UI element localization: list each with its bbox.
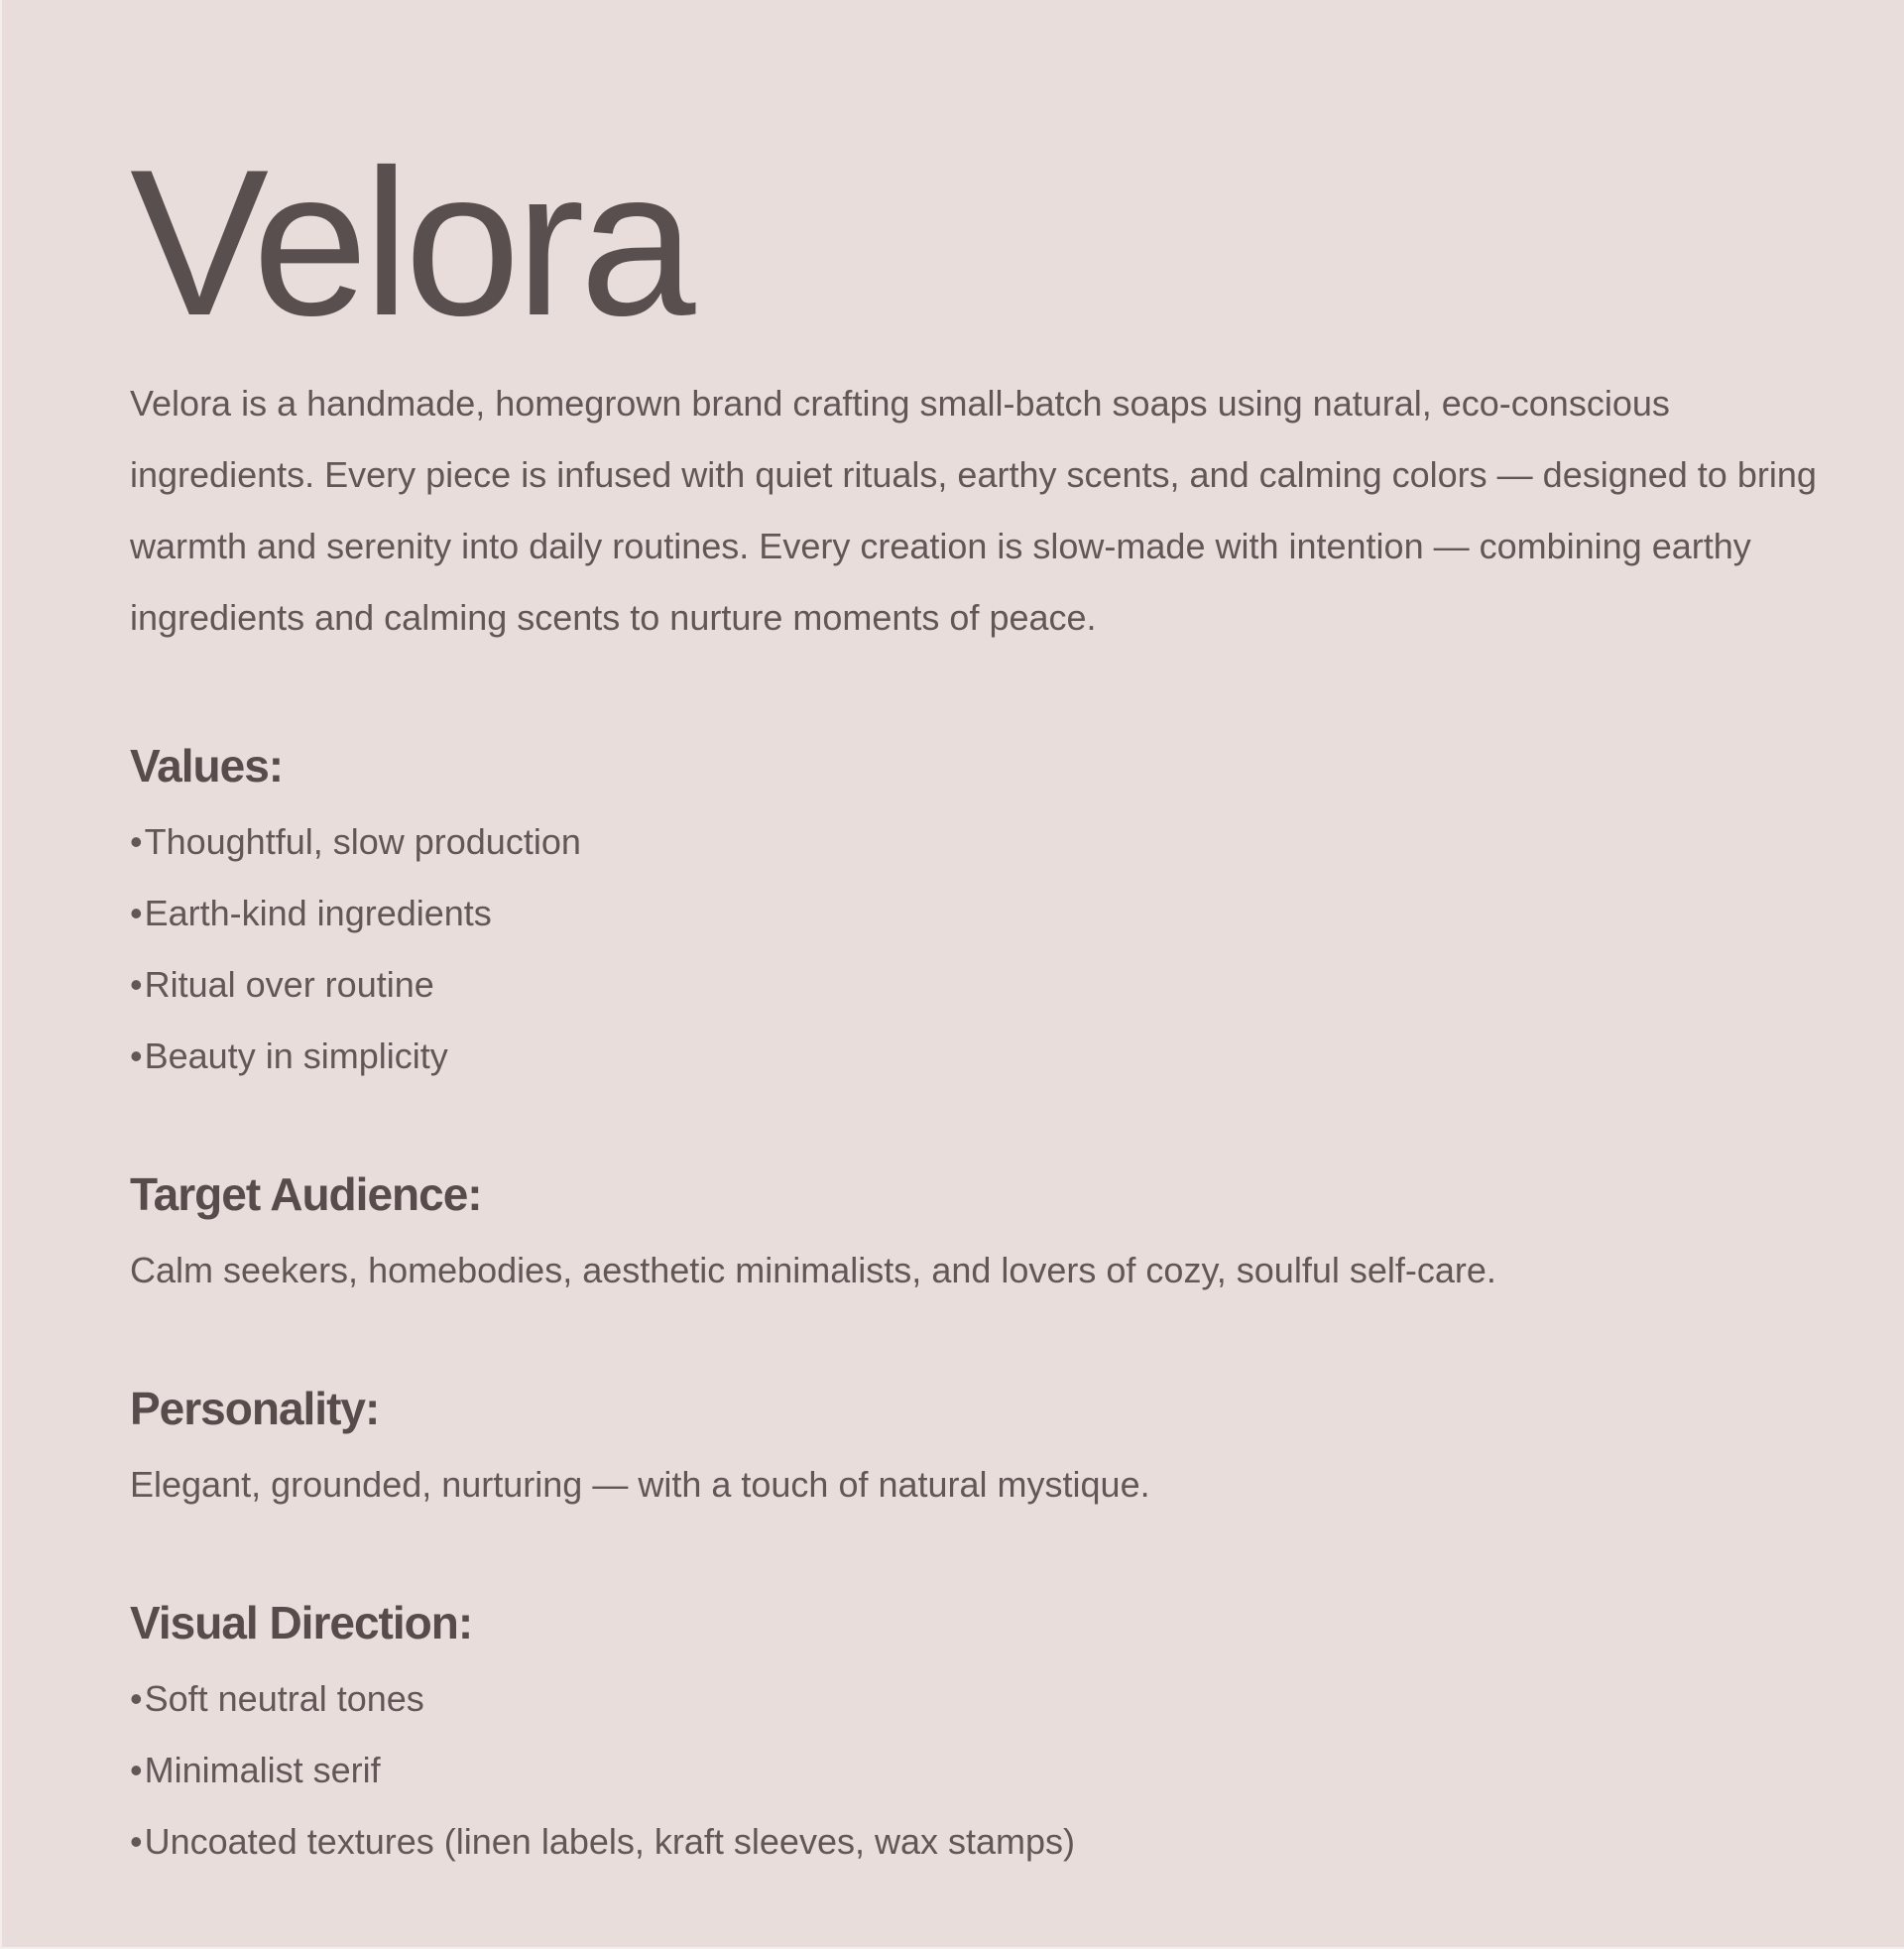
values-section — [130, 738, 1855, 1092]
list-item — [130, 1806, 1855, 1878]
bullet-icon: • — [130, 964, 143, 1005]
list-item-label: Beauty in simplicity — [144, 1035, 448, 1076]
brand-description: Velora is a handmade, homegrown brand crafting small-batch soaps using natural, eco-conscious ingredients. Every piece is infused with quiet rituals, earthy scents, and calming colors — designed to bring warmth and serenity into daily routines. Every creation is slow-made with intention — combining earthy ingredients and calming scents to nurture moments of peace. — [130, 383, 1817, 638]
values-heading: Values: — [130, 740, 284, 792]
personality-section — [130, 1381, 1855, 1521]
bullet-icon: • — [130, 1821, 143, 1862]
bullet-icon: • — [130, 1750, 143, 1790]
target-audience-heading: Target Audience: — [130, 1168, 482, 1220]
target-audience-text: Calm seekers, homebodies, aesthetic minimalists, and lovers of cozy, soulful self-care. — [130, 1250, 1496, 1290]
list-item — [130, 1735, 1855, 1806]
list-item-label: Minimalist serif — [144, 1750, 381, 1790]
list-item — [130, 1021, 1855, 1092]
list-item — [130, 949, 1855, 1021]
visual-direction-heading: Visual Direction: — [130, 1597, 473, 1648]
personality-text: Elegant, grounded, nurturing — with a touch of natural mystique. — [130, 1464, 1150, 1505]
bullet-icon: • — [130, 893, 143, 933]
values-list — [130, 806, 1855, 1092]
brand-title: Velora — [130, 126, 691, 359]
target-audience-section — [130, 1166, 1855, 1306]
bullet-icon: • — [130, 1678, 143, 1719]
personality-heading: Personality: — [130, 1383, 380, 1434]
brand-content — [130, 126, 1855, 1862]
bullet-icon: • — [130, 821, 143, 862]
visual-direction-list — [130, 1663, 1855, 1878]
list-item-label: Earth-kind ingredients — [144, 893, 492, 933]
list-item — [130, 1663, 1855, 1735]
list-item-label: Thoughtful, slow production — [144, 821, 581, 862]
list-item-label: Ritual over routine — [144, 964, 434, 1005]
list-item-label: Soft neutral tones — [144, 1678, 424, 1719]
visual-direction-section — [130, 1595, 1855, 1878]
list-item-label: Uncoated textures (linen labels, kraft sleeves, wax stamps) — [144, 1821, 1076, 1862]
bullet-icon: • — [130, 1035, 143, 1076]
list-item — [130, 878, 1855, 949]
list-item — [130, 806, 1855, 878]
